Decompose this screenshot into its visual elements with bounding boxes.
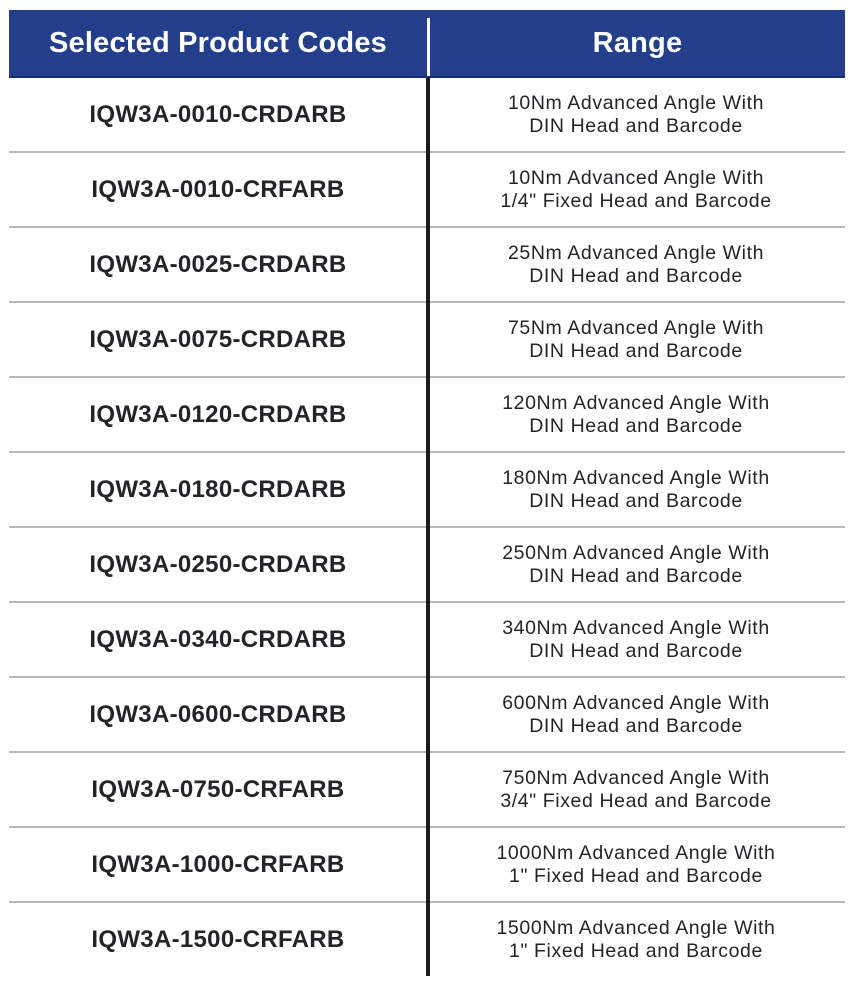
range-line-1: 250Nm Advanced Angle With (502, 541, 770, 564)
range-cell (427, 528, 845, 601)
product-code: IQW3A-0750-CRFARB (91, 775, 345, 803)
range-cell (427, 603, 845, 676)
range-line-2: DIN Head and Barcode (529, 414, 743, 437)
range-line-1: 75Nm Advanced Angle With (507, 316, 765, 339)
product-code: IQW3A-0180-CRDARB (89, 475, 347, 503)
range-line-2: 1" Fixed Head and Barcode (509, 939, 763, 962)
range-cell (427, 903, 845, 976)
range-line-1: 1000Nm Advanced Angle With (496, 841, 776, 864)
range-cell (427, 78, 845, 151)
product-codes-table (9, 10, 845, 976)
header-range: Range (592, 26, 683, 59)
range-cell (427, 678, 845, 751)
range-line-2: DIN Head and Barcode (529, 714, 743, 737)
product-code: IQW3A-0025-CRDARB (89, 250, 347, 278)
product-code: IQW3A-0600-CRDARB (89, 700, 347, 728)
range-line-1: 25Nm Advanced Angle With (507, 241, 765, 264)
range-line-2: 1/4" Fixed Head and Barcode (500, 189, 772, 212)
range-line-2: DIN Head and Barcode (529, 564, 743, 587)
product-code: IQW3A-0075-CRDARB (89, 325, 347, 353)
range-cell (427, 228, 845, 301)
range-line-1: 750Nm Advanced Angle With (502, 766, 770, 789)
product-code: IQW3A-0010-CRFARB (91, 175, 345, 203)
range-line-1: 10Nm Advanced Angle With (507, 91, 765, 114)
product-code: IQW3A-1500-CRFARB (91, 925, 345, 953)
range-line-2: DIN Head and Barcode (529, 639, 743, 662)
range-line-1: 10Nm Advanced Angle With (507, 166, 765, 189)
header-product-codes: Selected Product Codes (49, 26, 387, 59)
product-code: IQW3A-0250-CRDARB (89, 550, 347, 578)
table-body (9, 78, 845, 976)
range-cell (427, 378, 845, 451)
range-line-1: 120Nm Advanced Angle With (502, 391, 770, 414)
range-cell (427, 828, 845, 901)
product-code: IQW3A-1000-CRFARB (91, 850, 345, 878)
range-line-2: DIN Head and Barcode (529, 264, 743, 287)
table-header (9, 10, 845, 78)
range-cell (427, 153, 845, 226)
range-line-2: 1" Fixed Head and Barcode (509, 864, 763, 887)
range-cell (427, 303, 845, 376)
range-cell (427, 453, 845, 526)
range-line-2: DIN Head and Barcode (529, 339, 743, 362)
product-code: IQW3A-0340-CRDARB (89, 625, 347, 653)
column-divider (426, 78, 430, 976)
range-cell (427, 753, 845, 826)
range-line-1: 180Nm Advanced Angle With (502, 466, 770, 489)
product-code: IQW3A-0010-CRDARB (89, 100, 347, 128)
range-line-2: 3/4" Fixed Head and Barcode (500, 789, 772, 812)
range-line-1: 600Nm Advanced Angle With (502, 691, 770, 714)
range-line-2: DIN Head and Barcode (529, 114, 743, 137)
range-line-1: 340Nm Advanced Angle With (502, 616, 770, 639)
range-line-2: DIN Head and Barcode (529, 489, 743, 512)
product-code: IQW3A-0120-CRDARB (89, 400, 347, 428)
range-line-1: 1500Nm Advanced Angle With (496, 916, 776, 939)
